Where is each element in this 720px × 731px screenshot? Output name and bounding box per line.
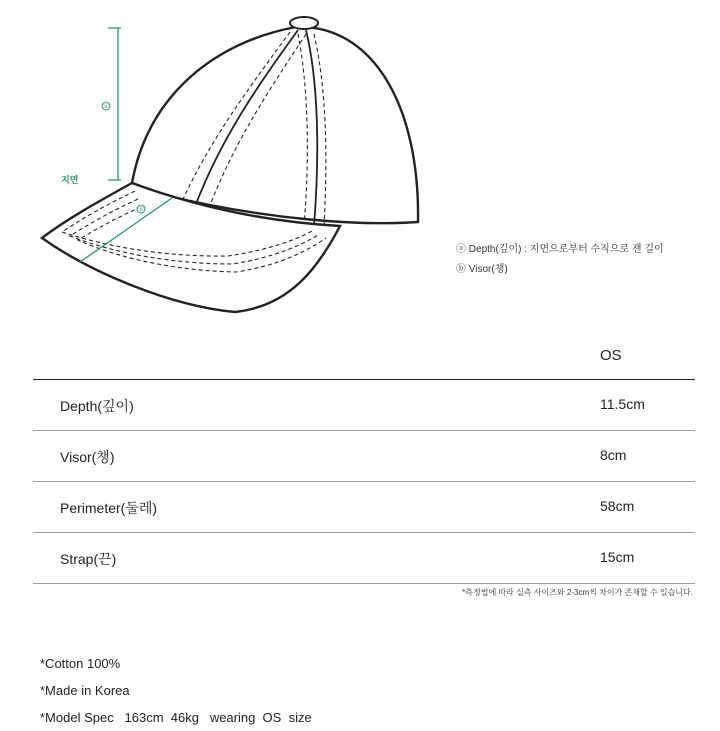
- legend-text: Depth(깊이) : 지면으로부터 수직으로 잰 길이: [468, 244, 664, 255]
- depth-measure: [61, 28, 121, 186]
- table-header-row: [33, 335, 695, 380]
- legend-marker: ⓐ: [456, 244, 466, 255]
- table-row: [33, 533, 695, 584]
- cap-crown: [132, 27, 418, 223]
- detail-line: *Made in Korea: [40, 683, 130, 698]
- legend-text: Visor(챙): [468, 264, 508, 275]
- cap-button: [290, 17, 318, 29]
- cap-diagram: [0, 0, 720, 330]
- legend-marker: ⓑ: [456, 264, 466, 275]
- table-row: [33, 482, 695, 533]
- row-value: 58cm: [600, 498, 635, 514]
- row-label: Depth(깊이): [60, 398, 134, 414]
- column-header-os: OS: [600, 347, 622, 364]
- marker-b: ⓑ: [137, 206, 145, 214]
- row-value: 15cm: [600, 549, 635, 565]
- legend-item: [456, 240, 664, 260]
- cap-visor: [42, 183, 340, 312]
- detail-line: *Model Spec 163cm 46kg wearing OS size: [40, 710, 312, 725]
- size-table: [33, 335, 695, 584]
- ground-label: 지면: [61, 176, 79, 186]
- marker-a: ⓐ: [102, 103, 110, 111]
- product-details: [40, 650, 312, 731]
- row-label: Strap(끈): [60, 551, 117, 567]
- row-label: Perimeter(둘레): [60, 500, 158, 516]
- row-value: 8cm: [600, 447, 627, 463]
- detail-line: *Cotton 100%: [40, 656, 121, 671]
- measurement-legend: [456, 240, 664, 280]
- row-label: Visor(챙): [60, 449, 115, 465]
- measurement-note: *측정법에 따라 실측 사이즈와 2-3cm씩 차이가 존재할 수 있습니다.: [462, 588, 693, 597]
- table-row: [33, 380, 695, 431]
- row-value: 11.5cm: [600, 396, 645, 412]
- legend-item: [456, 260, 664, 280]
- table-row: [33, 431, 695, 482]
